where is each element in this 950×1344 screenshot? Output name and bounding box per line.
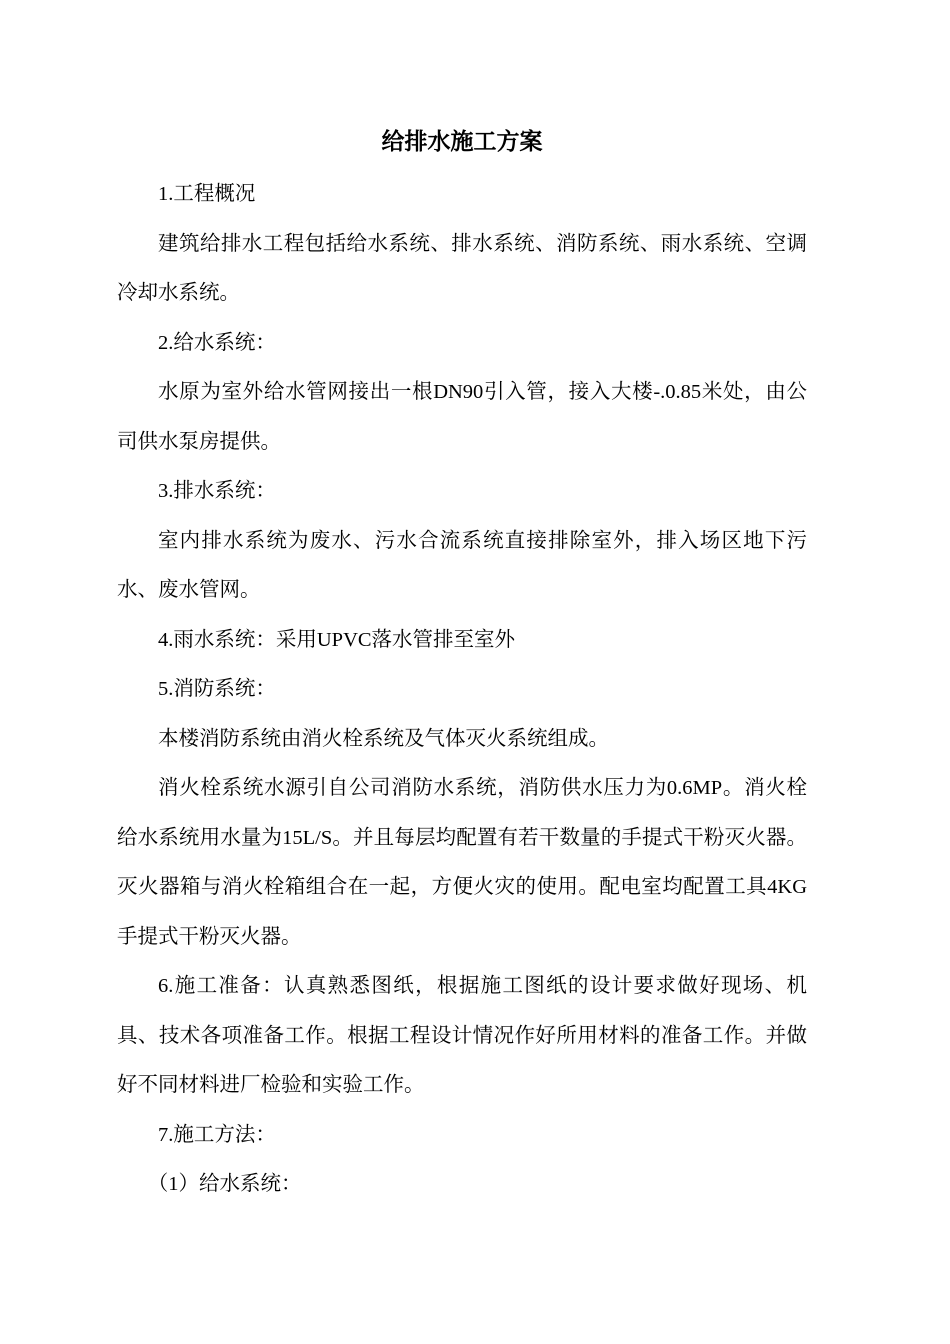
document-body: [117, 120, 807, 1210]
subsection-heading-water-supply: （1）给水系统：: [147, 1173, 302, 1195]
section-heading-rainwater: 4.雨水系统：采用UPVC落水管排至室外: [158, 628, 516, 651]
section-heading-water-supply: 2.给水系统：: [158, 331, 276, 354]
paragraph-hydrant-system: 消火栓系统水源引自公司消防水系统，消防供水压力为0.6MP。消火栓给水系统用水量为15L/S。并且每层均配置有若干数量的手提式干粉灭火器。灭火器箱与消火栓箱组合在一起，方便火灾的使用。配电室均配置工具4KG手提式干粉灭火器。: [117, 777, 807, 948]
section-heading-drainage: 3.排水系统：: [158, 480, 276, 502]
document-title: 给排水施工方案: [381, 129, 543, 154]
section-heading-fire-protection: 5.消防系统：: [158, 678, 276, 700]
paragraph-fire-protection-intro: 本楼消防系统由消火栓系统及气体灭火系统组成。: [158, 727, 609, 750]
paragraph-drainage: 室内排水系统为废水、污水合流系统直接排除室外，排入场区地下污水、废水管网。: [117, 529, 807, 601]
section-heading-overview: 1.工程概况: [158, 183, 256, 205]
paragraph-water-supply: 水原为室外给水管网接出一根DN90引入管，接入大楼-.0.85米处，由公司供水泵房提供。: [117, 381, 807, 453]
section-heading-construction-method: 7.施工方法：: [158, 1123, 276, 1146]
paragraph-construction-preparation: 6.施工准备：认真熟悉图纸，根据施工图纸的设计要求做好现场、机具、技术各项准备工作。根据工程设计情况作好所用材料的准备工作。并做好不同材料进厂检验和实验工作。: [117, 975, 807, 1096]
paragraph-overview: 建筑给排水工程包括给水系统、排水系统、消防系统、雨水系统、空调冷却水系统。: [117, 232, 807, 304]
